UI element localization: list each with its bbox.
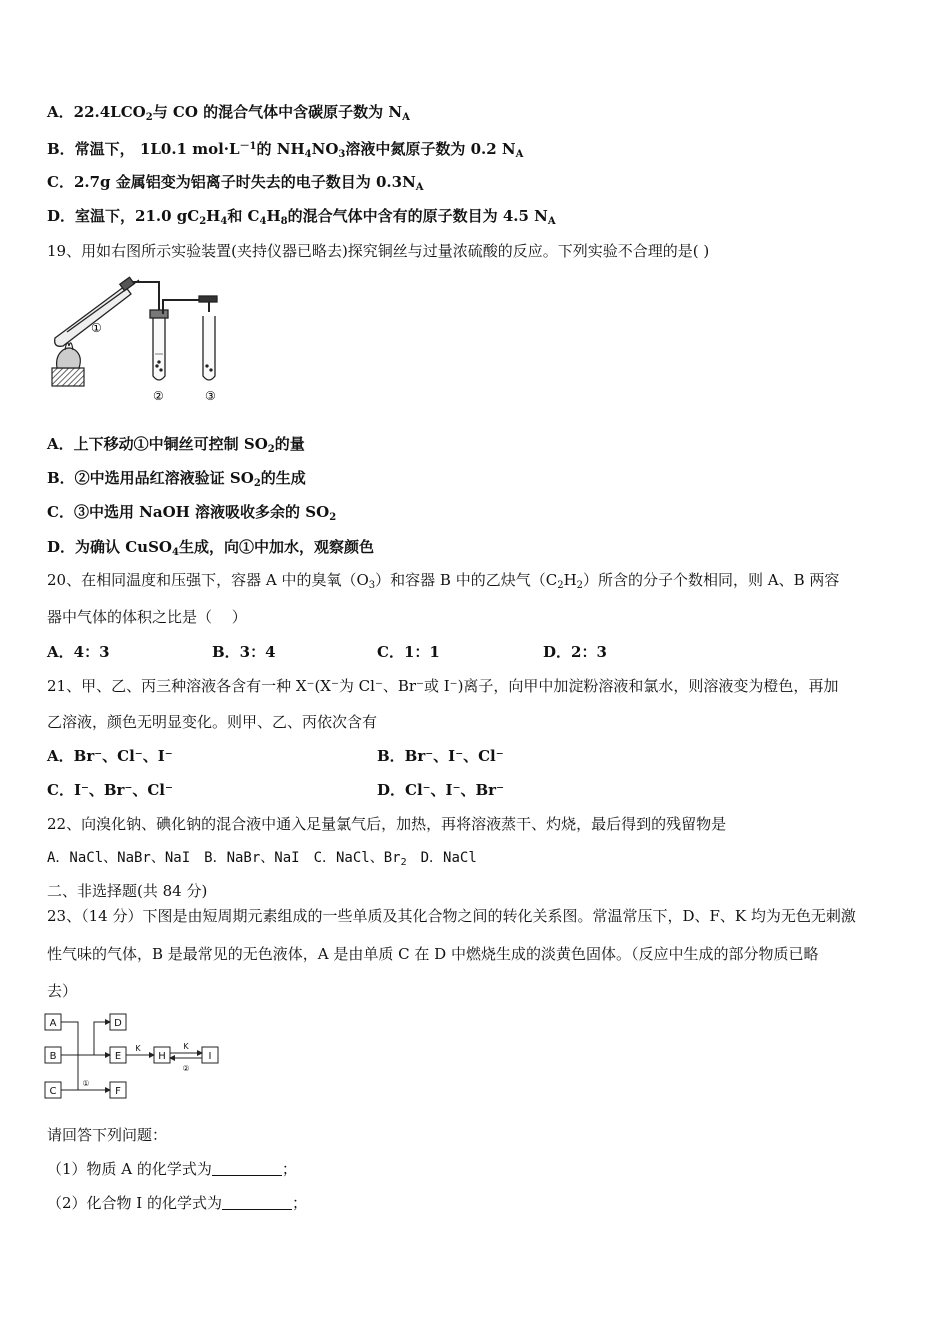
q19-option-a: A．上下移动①中铜丝可控制 $SO_2$的量	[47, 435, 305, 455]
answer-blank-2[interactable]	[222, 1195, 292, 1210]
q20-stem-line1: 20、在相同温度和压强下，容器 A 中的臭氧$(O_3)$和容器 B 中的乙炔气$(C_2H_2)$所含的分子个数相同，则 A、B 两容	[47, 571, 840, 591]
q20-option-a: A．4：3	[47, 643, 110, 661]
burner-stand-icon	[52, 343, 84, 386]
q21-option-c: C．I⁻、Br⁻、Cl⁻	[47, 781, 173, 799]
test-tube-2-icon	[150, 300, 209, 380]
q21-stem-line1: 21、甲、乙、丙三种溶液各含有一种 X⁻(X⁻为 Cl⁻、Br⁻或 I⁻)离子，向甲中加淀粉溶液和氯水，则溶液变为橙色，再加	[47, 677, 839, 695]
answer-blank-1[interactable]	[212, 1161, 282, 1176]
figure-label-1: ①	[91, 321, 102, 335]
box-i-label: I	[208, 1051, 212, 1062]
q23-stem-line2: 性气味的气体，B 是最常见的无色液体，A 是由单质 C 在 D 中燃烧生成的淡黄色固体。（反应中生成的部分物质已略	[47, 945, 819, 963]
box-f-label: F	[115, 1086, 121, 1097]
q20-stem-line2: 器中气体的体积之比是（ ）	[47, 608, 247, 626]
q23-stem-line3: 去）	[47, 982, 78, 1000]
q21-option-a: A．Br⁻、Cl⁻、I⁻	[47, 747, 173, 765]
q21-option-b: B．Br⁻、I⁻、Cl⁻	[377, 747, 504, 765]
q22-stem: 22、向溴化钠、碘化钠的混合液中通入足量氯气后，加热，再将溶液蒸干、灼烧，最后得到的残留物是	[47, 815, 727, 833]
q23-prompt: 请回答下列问题：	[47, 1126, 168, 1144]
q23-conversion-diagram	[44, 1011, 224, 1103]
q19-stem: 19、用如右图所示实验装置(夹持仪器已略去)探究铜丝与过量浓硫酸的反应。下列实验不合理的是( )	[47, 242, 710, 260]
q23-subquestion-2: （2）化合物 I 的化学式为 ；	[47, 1194, 308, 1212]
q19-option-c: C．③中选用 NaOH 溶液吸收多余的 $SO_2$	[47, 503, 337, 523]
box-d-label: D	[114, 1018, 122, 1029]
box-e-label: E	[114, 1051, 122, 1062]
q18-option-b: B．常温下， 1L0.1 $mol\cdot L^{-1}$的 $NH_4NO_3$溶液中氮原子数为 0.2 $N_A$	[47, 140, 524, 160]
box-c-label: C	[49, 1086, 57, 1097]
test-tube-1-icon	[55, 277, 159, 346]
arrow-label-k1: K	[135, 1044, 141, 1053]
q23-stem-line1: 23、（14 分）下图是由短周期元素组成的一些单质及其化合物之间的转化关系图。常温常压下，D、F、K 均为无色无刺激	[47, 907, 856, 925]
arrow-label-k2: K	[183, 1042, 189, 1051]
q18-option-c: C．2.7g 金属铝变为铝离子时失去的电子数目为 $0.3N_A$	[47, 173, 424, 193]
q21-stem-line2: 乙溶液，颜色无明显变化。则甲、乙、丙依次含有	[47, 713, 378, 731]
q19-option-d: D．为确认 CuSO$_4$生成，向①中加水，观察颜色	[47, 538, 374, 558]
box-h-label: H	[158, 1051, 166, 1062]
q20-option-d: D．2：3	[543, 643, 607, 661]
box-b-label: B	[49, 1051, 57, 1062]
figure-label-2: ②	[153, 389, 164, 403]
reaction-label-2: ②	[182, 1064, 190, 1073]
q21-option-d: D．Cl⁻、I⁻、Br⁻	[377, 781, 504, 799]
q18-option-a: A．$22.4LCO_2$与 CO 的混合气体中含碳原子数为 $N_A$	[47, 103, 410, 123]
section-heading: 二、非选择题(共 84 分)	[47, 882, 208, 900]
q20-option-c: C．1：1	[377, 643, 440, 661]
q22-options: A．NaCl、NaBr、NaI B．NaBr、NaI C．NaCl、$Br_2$ D．NaCl	[47, 850, 477, 868]
q18-option-d: D．室温下，21.0 $gC_2H_4$和 $C_4H_8$的混合气体中含有的原子数目为 4.5 $N_A$	[47, 207, 556, 227]
reaction-label-1: ①	[82, 1079, 90, 1088]
figure-label-3: ③	[205, 389, 216, 403]
q23-subquestion-1: （1）物质 A 的化学式为 ；	[47, 1160, 297, 1178]
q19-apparatus-figure	[47, 276, 237, 406]
box-a-label: A	[49, 1018, 57, 1029]
q19-option-b: B．②中选用品红溶液验证 $SO_2$的生成	[47, 469, 306, 489]
q20-option-b: B．3：4	[212, 643, 276, 661]
